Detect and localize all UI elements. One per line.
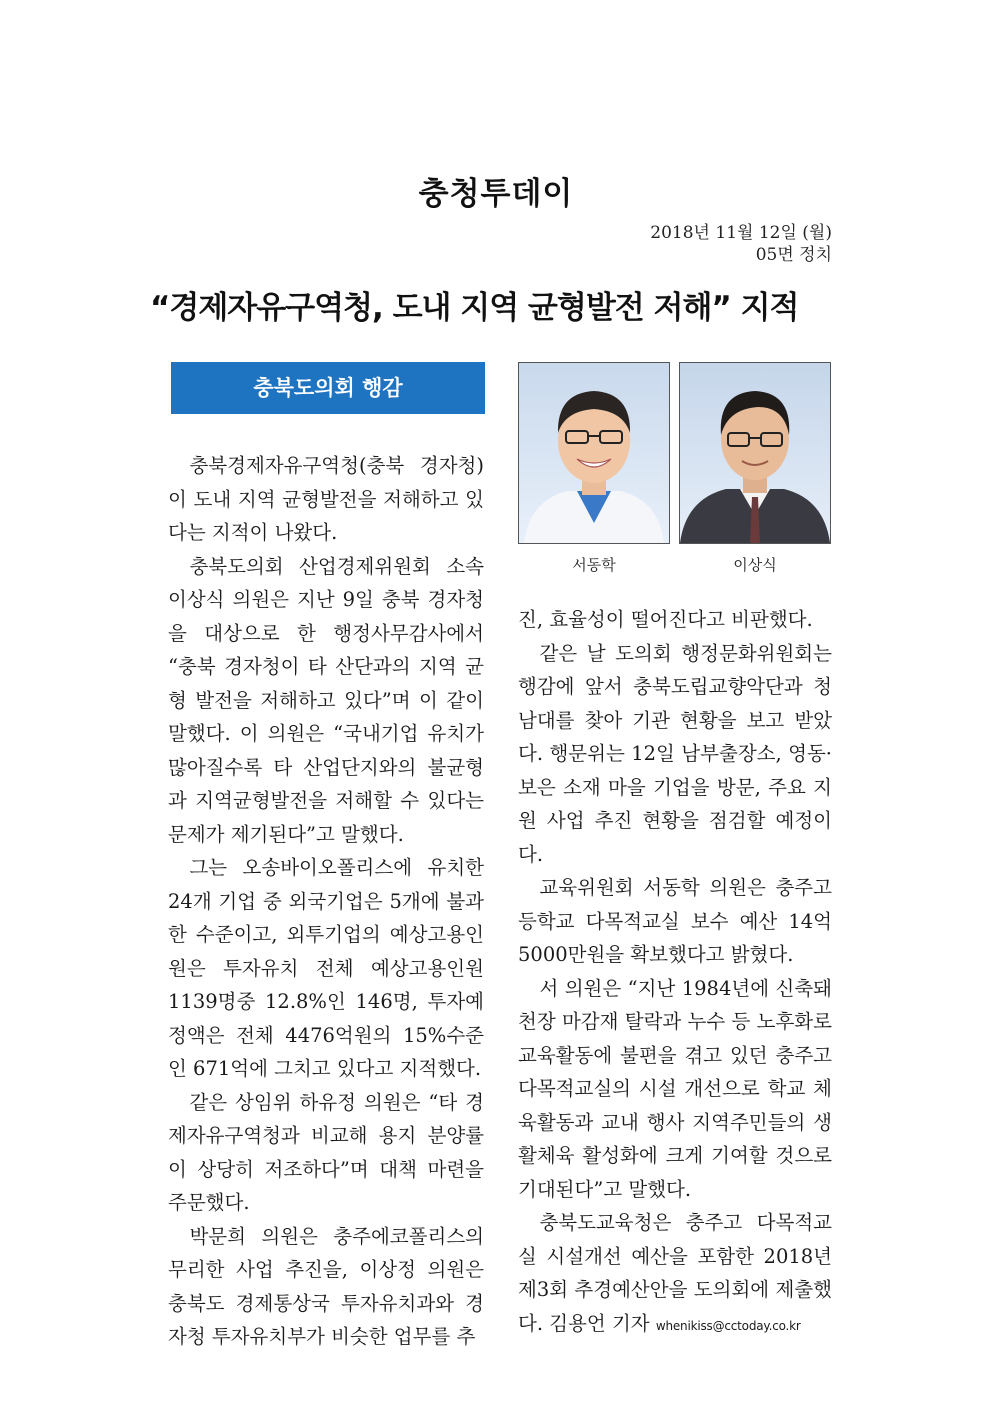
article-body-right-column [518, 603, 832, 1343]
page-section: 05면 정치 [755, 245, 832, 265]
newspaper-name: 충청투데이 [418, 176, 574, 212]
paragraph: 충북경제자유구역청(충북 경자청)이 도내 지역 균형발전을 저해하고 있다는 지적이 나왔다. [168, 454, 484, 544]
article-body-left-column [168, 449, 484, 1354]
paragraph: 서 의원은 “지난 1984년에 신축돼 천장 마감재 탈락과 누수 등 노후화로 교육활동에 불편을 겪고 있던 충주고 다목적교실의 시설 개선으로 학교 체육활동과 교내 행사 지역주민들의 생활체육 활성화에 크게 기여할 것으로 기대된다”고 말했다. [518, 976, 832, 1201]
photo-caption-lee: 이상식 [733, 556, 777, 574]
paragraph: 진, 효율성이 떨어진다고 비판했다. [518, 608, 813, 631]
portrait-photo-seo [518, 362, 670, 544]
photo-caption-seo: 서동학 [572, 556, 616, 574]
byline-email: whenikiss@cctoday.co.kr [655, 1318, 801, 1333]
portrait-photo-lee [679, 362, 831, 544]
paragraph: 박문희 의원은 충주에코폴리스의 무리한 사업 추진을, 이상정 의원은 충북도 경제통상국 투자유치과와 경자청 투자유치부가 비슷한 업무를 추 [168, 1224, 484, 1348]
paragraph: 교육위원회 서동학 의원은 충주고등학교 다목적교실 보수 예산 14억 5000만원을 확보했다고 밝혔다. [518, 876, 832, 966]
dateline [650, 222, 832, 266]
section-kicker: 충북도의회 행감 [171, 362, 485, 414]
last-paragraph [518, 1206, 832, 1343]
paragraph: 충북도의회 산업경제위원회 소속 이상식 의원은 지난 9일 충북 경자청을 대상으로 한 행정사무감사에서 “충북 경자청이 타 산단과의 지역 균형 발전을 저해하고 있다”며 이 같이 말했다. 이 의원은 “국내기업 유치가 많아질수록 타 산업단지와의 불균형과 지역균형발전을 저해할 수 있다는 문제가 제기된다”고 말했다. [168, 554, 484, 846]
paragraph: 같은 상임위 하유정 의원은 “타 경제자유구역청과 비교해 용지 분양률이 상당히 저조하다”며 대책 마련을 주문했다. [168, 1090, 484, 1214]
paragraph: 같은 날 도의회 행정문화위원회는 행감에 앞서 충북도립교향악단과 청남대를 찾아 기관 현황을 보고 받았다. 행문위는 12일 남부출장소, 영동·보은 소재 마을 기업을 방문, 주요 지원 사업 추진 현황을 점검할 예정이다. [518, 641, 832, 866]
article-headline: “경제자유구역청, 도내 지역 균형발전 저해” 지적 [150, 290, 799, 326]
paragraph: 그는 오송바이오폴리스에 유치한 24개 기업 중 외국기업은 5개에 불과한 수준이고, 외투기업의 예상고용인원은 투자유치 전체 예상고용인원 1139명중 12.8%인 146명, 투자예정액은 전체 4476억원의 15%수준인 671억에 그치고 있다고 지적했다. [168, 856, 484, 1080]
byline-reporter: 김용언 기자 [549, 1311, 650, 1335]
paragraph-text: 충북도교육청은 충주고 다목적교실 시설개선 예산을 포함한 2018년 제3회 추경예산안을 도의회에 제출했다. [518, 1211, 832, 1335]
publication-date: 2018년 11월 12일 (월) [650, 223, 832, 243]
